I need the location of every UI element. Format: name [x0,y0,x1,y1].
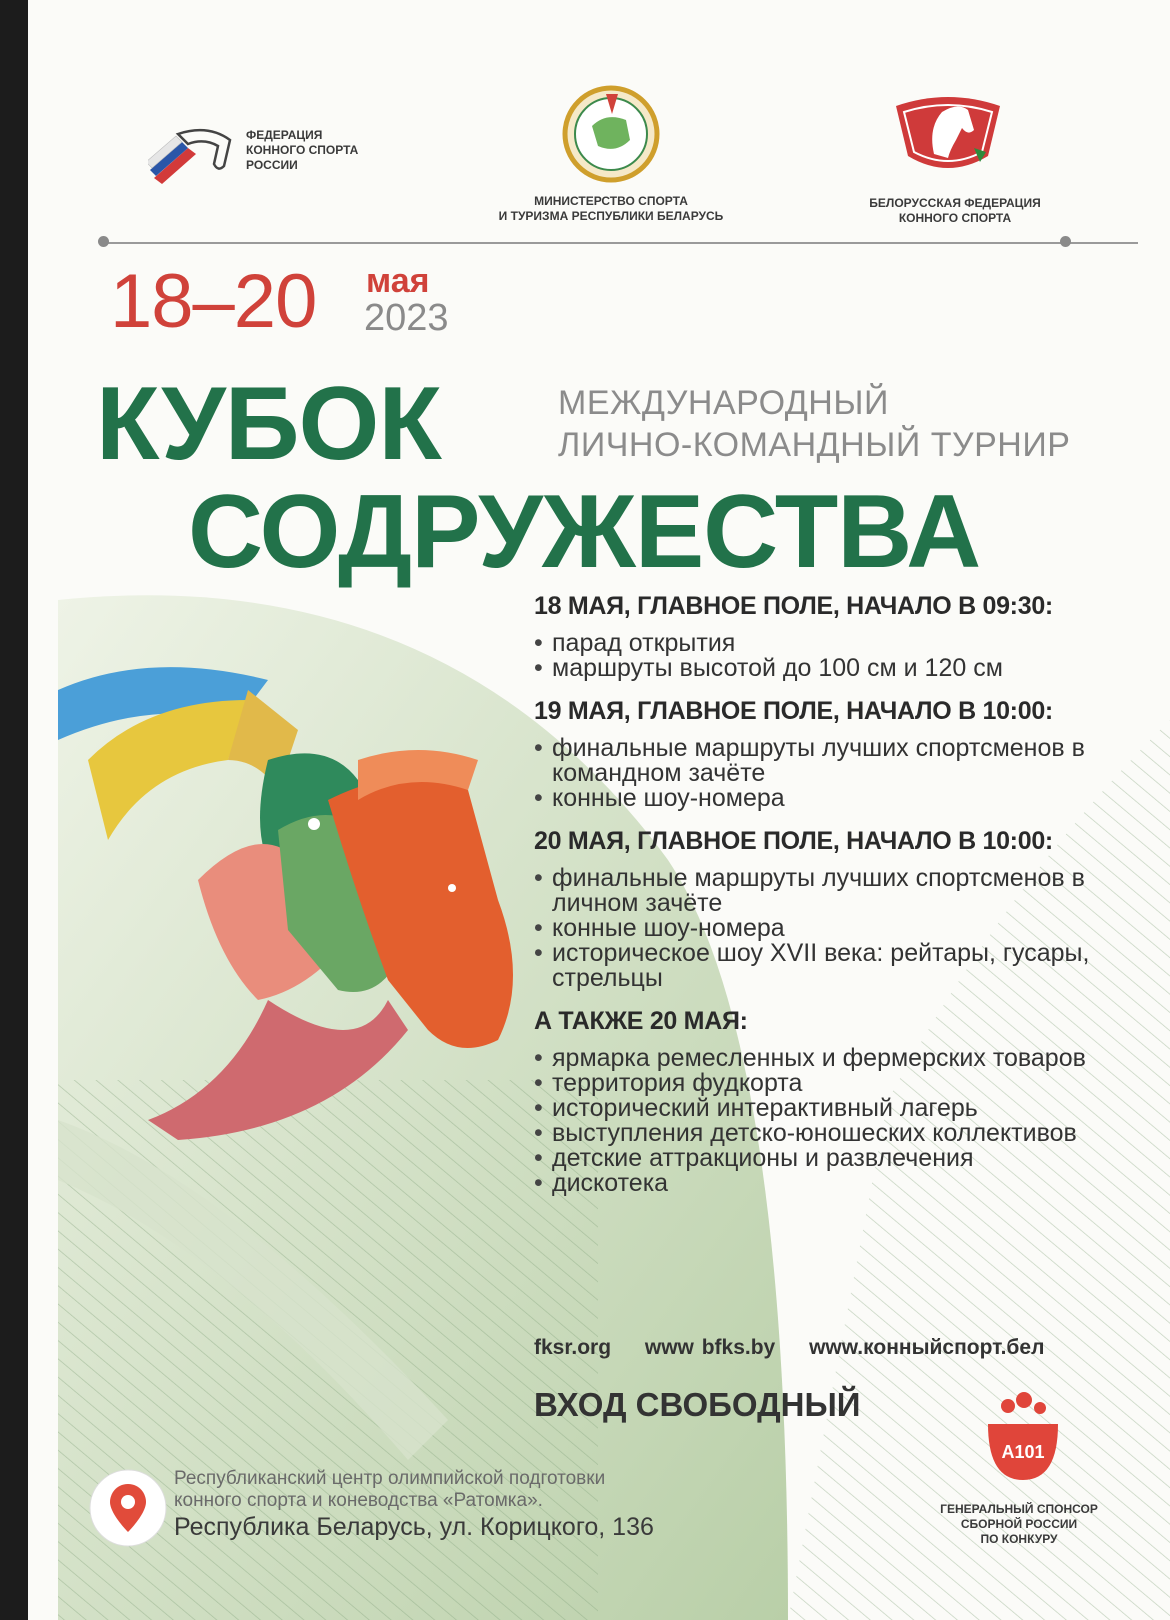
subtitle [558,382,1070,466]
list-item: • дискотека [534,1171,1144,1196]
list-item: • парад открытия [534,631,1144,656]
sponsor-caption: ГЕНЕРАЛЬНЫЙ СПОНСОР СБОРНОЙ РОССИИ ПО КОНКУРУ [940,1502,1098,1546]
divider-dot-right [1060,236,1071,247]
ministry-logo-text: МИНИСТЕРСТВО СПОРТА И ТУРИЗМА РЕСПУБЛИКИ БЕЛАРУСЬ [498,194,724,223]
title-line1: КУБОК [96,366,441,482]
list-item: • финальные маршруты лучших спортсменов в личном зачёте [534,866,1144,916]
link-konnyisport[interactable]: www.конныйспорт.бел [809,1336,1045,1359]
link-bfks[interactable]: www bfks.by [644,1336,776,1359]
bfks-logo-text: БЕЛОРУССКАЯ ФЕДЕРАЦИЯ КОННОГО СПОРТА [869,196,1041,225]
list-item: • ярмарка ремесленных и фермерских товаров [534,1046,1144,1071]
title-line2: СОДРУЖЕСТВА [188,474,981,590]
schedule [534,592,1144,1212]
list-item: • финальные маршруты лучших спортсменов в командном зачёте [534,736,1144,786]
schedule-day-19 [534,697,1144,811]
sponsor-badge-text: A101 [1001,1442,1045,1462]
list-item: • территория фудкорта [534,1071,1144,1096]
ministry-emblem-icon [556,84,666,184]
schedule-day-20 [534,827,1144,991]
bfks-shield-logo-icon [888,84,1008,184]
date-year: 2023 [364,297,449,339]
website-links [534,1336,1070,1360]
list-item: • выступления детско-юношеских коллективов [534,1121,1144,1146]
fksr-logo-text: ФЕДЕРАЦИЯ КОННОГО СПОРТА РОССИИ [246,128,359,172]
address-line3: Республика Беларусь, ул. Корицкого, 136 [174,1513,654,1541]
day-heading: А ТАКЖЕ 20 МАЯ: [534,1007,748,1035]
list-item: • конные шоу-номера [534,786,1144,811]
date-range: 18–20 [110,259,317,344]
divider-dot-left [98,236,109,247]
list-item: • маршруты высотой до 100 см и 120 см [534,656,1144,681]
location-pin-icon [88,1468,168,1548]
event-dates [110,259,449,344]
day-heading: 18 МАЯ, ГЛАВНОЕ ПОЛЕ, НАЧАЛО В 09:30: [534,592,1053,620]
date-month: мая [366,262,430,300]
list-item: • детские аттракционы и развлечения [534,1146,1144,1171]
subtitle-line2: ЛИЧНО-КОМАНДНЫЙ ТУРНИР [558,426,1071,464]
list-item: • историческое шоу XVII века: рейтары, гусары, стрельцы [534,941,1144,991]
address-line2: конного спорта и коневодства «Ратомка». [174,1490,543,1511]
free-entry-text: ВХОД СВОБОДНЫЙ [534,1386,861,1423]
link-fksr[interactable]: fksr.org [534,1336,612,1359]
list-item: • исторический интерактивный лагерь [534,1096,1144,1121]
day-heading: 19 МАЯ, ГЛАВНОЕ ПОЛЕ, НАЧАЛО В 10:00: [534,697,1053,725]
schedule-day-18 [534,592,1144,681]
poster [28,0,1170,1620]
list-item: • конные шоу-номера [534,916,1144,941]
fksr-horse-logo-icon [148,126,248,186]
schedule-also-20 [534,1007,1144,1196]
address-line1: Республиканский центр олимпийской подготовки [174,1468,606,1489]
header-divider [106,242,1138,244]
venue-address [174,1468,654,1542]
subtitle-line1: МЕЖДУНАРОДНЫЙ [558,384,889,422]
day-heading: 20 МАЯ, ГЛАВНОЕ ПОЛЕ, НАЧАЛО В 10:00: [534,827,1053,855]
a101-sponsor-logo-icon [978,1388,1068,1488]
